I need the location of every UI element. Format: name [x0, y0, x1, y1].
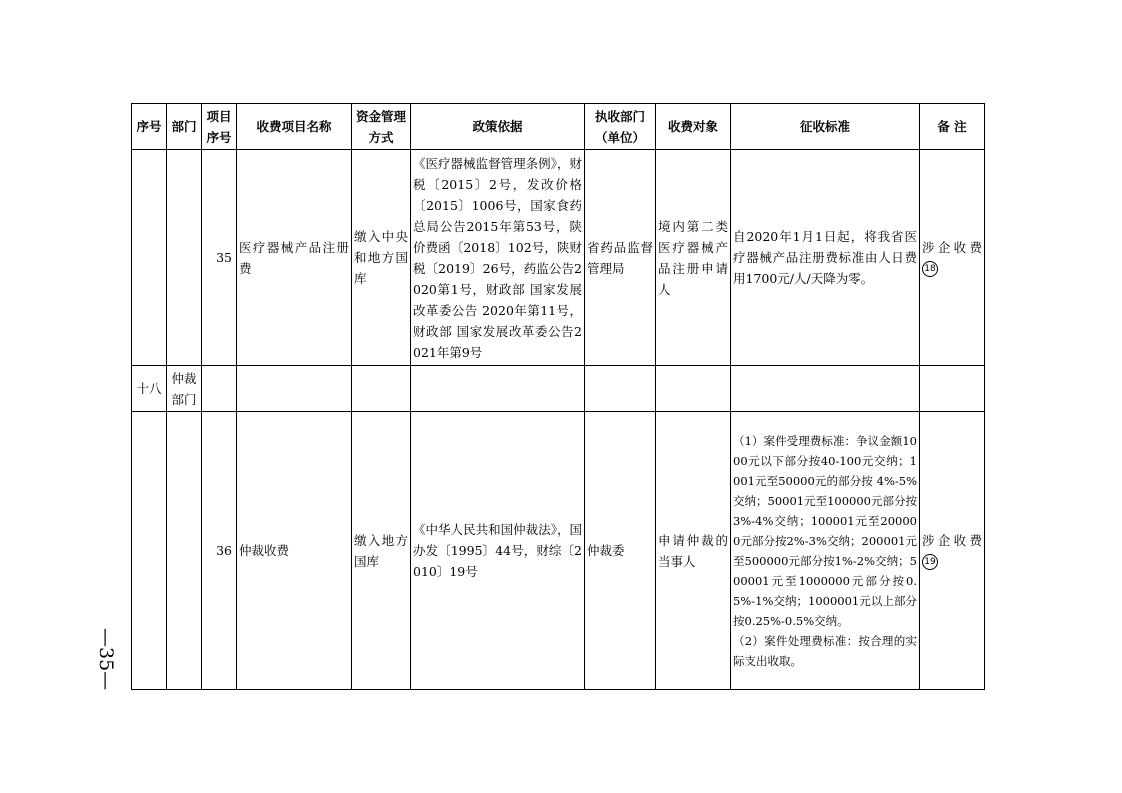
header-payer: 收费对象	[656, 104, 731, 150]
section-row	[132, 366, 985, 412]
cell-policy: 《中华人民共和国仲裁法》，国办发〔1995〕44号，财综〔2010〕19号	[411, 412, 585, 690]
header-seq: 序号	[132, 104, 167, 150]
cell-collector: 省药品监督管理局	[585, 150, 656, 366]
cell-payer: 申请仲裁的当事人	[656, 412, 731, 690]
table-row	[132, 150, 985, 366]
standard-line: （2）案件处理费标准：按合理的实际支出收取。	[733, 633, 917, 668]
circled-number-icon: 18	[922, 261, 938, 277]
fee-table	[131, 103, 985, 690]
cell-standard	[731, 366, 920, 412]
header-standard: 征收标准	[731, 104, 920, 150]
cell-policy: 《医疗器械监督管理条例》，财税〔2015〕2号，发改价格〔2015〕1006号，国家食药总局公告2015年第53号，陕价费函〔2018〕102号，陕财税〔2019〕26号，药监公告2020第1号，财政部 国家发展改革委公告 2020年第11号，财政部 国家发展改革委公告2021年第9号	[411, 150, 585, 366]
circled-number-icon: 19	[922, 554, 938, 570]
header-dept: 部门	[167, 104, 202, 150]
header-row	[132, 104, 985, 150]
cell-note	[920, 366, 985, 412]
cell-item-no: 36	[202, 412, 237, 690]
cell-note	[920, 412, 985, 690]
cell-dept	[167, 412, 202, 690]
cell-payer	[656, 366, 731, 412]
cell-item-no: 35	[202, 150, 237, 366]
header-name: 收费项目名称	[237, 104, 352, 150]
header-fund-mgmt: 资金管理方式	[352, 104, 411, 150]
cell-item-no	[202, 366, 237, 412]
cell-seq: 十八	[132, 366, 167, 412]
cell-standard	[731, 412, 920, 690]
header-collector: 执收部门（单位）	[585, 104, 656, 150]
note-text: 涉企收费	[922, 239, 982, 255]
cell-standard	[731, 150, 920, 366]
table-row	[132, 412, 985, 690]
header-item-no: 项目序号	[202, 104, 237, 150]
cell-name: 仲裁收费	[237, 412, 352, 690]
header-policy: 政策依据	[411, 104, 585, 150]
note-text: 涉企收费	[922, 532, 982, 548]
page-number: —35—	[95, 628, 117, 691]
cell-dept	[167, 150, 202, 366]
cell-name	[237, 366, 352, 412]
cell-seq	[132, 150, 167, 366]
standard-line: 自2020年1月1日起，将我省医疗器械产品注册费标准由人日费用1700元/人/天降为零。	[733, 229, 917, 286]
cell-name: 医疗器械产品注册费	[237, 150, 352, 366]
cell-fund-mgmt: 缴入中央和地方国库	[352, 150, 411, 366]
cell-policy	[411, 366, 585, 412]
cell-collector: 仲裁委	[585, 412, 656, 690]
cell-dept: 仲裁部门	[167, 366, 202, 412]
cell-payer: 境内第二类医疗器械产品注册申请人	[656, 150, 731, 366]
cell-collector	[585, 366, 656, 412]
cell-seq	[132, 412, 167, 690]
header-note: 备 注	[920, 104, 985, 150]
cell-note	[920, 150, 985, 366]
standard-line: （1）案件受理费标准：争议金额1000元以下部分按40-100元交纳；1001元至50000元的部分按 4%-5%交纳；50001元至100000元部分按 3%-4%交纳；100001元至200000元部分按2%-3%交纳；200001元至500000元部分按1%-2%交纳；500001元至1000000元部分按0.5%-1%交纳；1000001元以上部分按0.25%-0.5%交纳。	[733, 433, 917, 628]
cell-fund-mgmt	[352, 366, 411, 412]
cell-fund-mgmt: 缴入地方国库	[352, 412, 411, 690]
